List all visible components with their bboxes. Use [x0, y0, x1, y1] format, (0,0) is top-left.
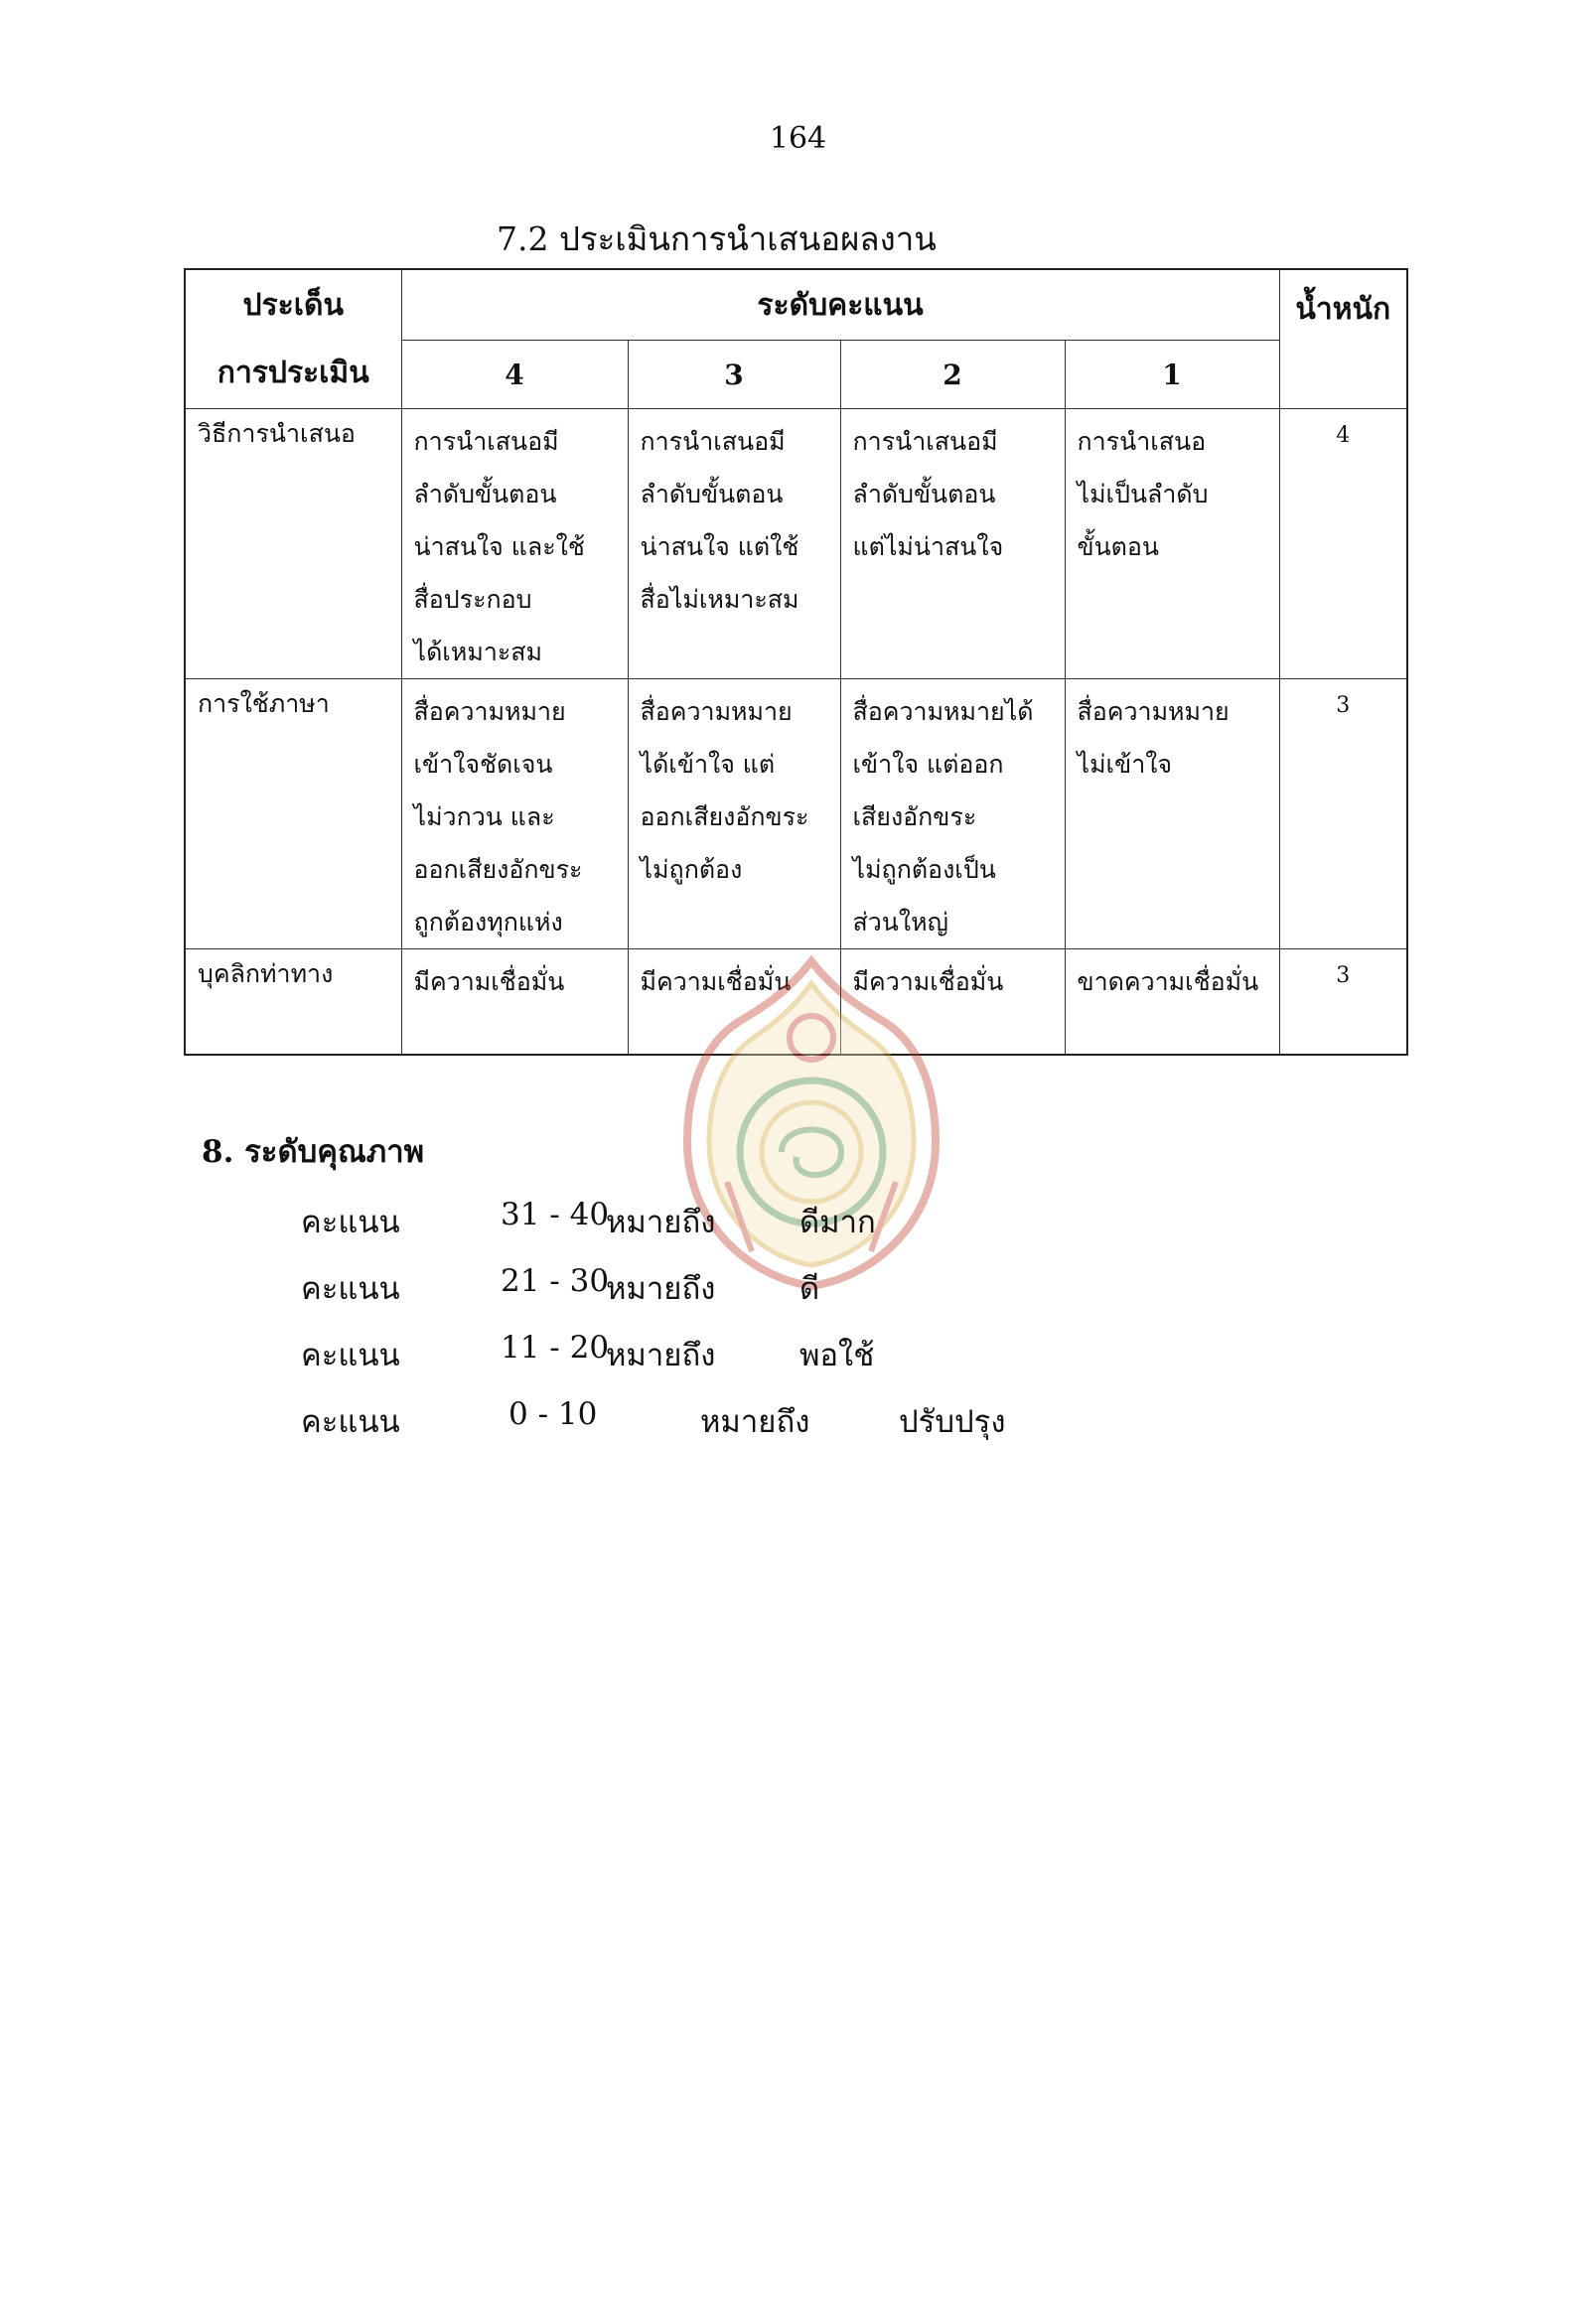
- quality-row: [0, 1396, 1596, 1446]
- description-line: ไม่วกวน และ: [413, 802, 555, 831]
- description-line: มีความเชื่อมั่น: [413, 967, 565, 996]
- description-line: เข้าใจชัดเจน: [413, 750, 553, 779]
- description-line: ลำดับขั้นตอน: [852, 480, 996, 508]
- description-cell: [840, 409, 1065, 679]
- description-line: ไม่เข้าใจ: [1077, 750, 1173, 779]
- description-cell: [628, 679, 840, 949]
- description-line: ออกเสียงอักขระ: [640, 802, 809, 831]
- quality-means: หมายถึง: [606, 1338, 716, 1373]
- table-row: [185, 679, 1407, 949]
- quality-range: 0 - 10: [508, 1396, 598, 1432]
- description-cell: [401, 949, 628, 1055]
- quality-level: ดีมาก: [799, 1205, 876, 1240]
- description-line: ได้เหมาะสม: [413, 638, 543, 666]
- quality-range: 31 - 40: [501, 1197, 610, 1232]
- quality-means: หมายถึง: [606, 1205, 716, 1240]
- description-line: สื่อความหมาย: [413, 697, 566, 726]
- level-header-1: 1: [1065, 341, 1279, 409]
- description-line: สื่อประกอบ: [413, 585, 532, 614]
- description-cell: [1065, 679, 1279, 949]
- quality-row: [0, 1197, 1596, 1246]
- description-line: การนำเสนอมี: [413, 427, 559, 456]
- description-line: มีความเชื่อมั่น: [852, 967, 1004, 996]
- criteria-header: [185, 269, 401, 409]
- description-line: เข้าใจ แต่ออก: [852, 750, 1004, 779]
- quality-means: หมายถึง: [700, 1404, 810, 1440]
- description-line: ออกเสียงอักขระ: [413, 855, 583, 884]
- quality-level: พอใช้: [799, 1338, 875, 1373]
- quality-label: คะแนน: [301, 1271, 400, 1307]
- quality-heading: 8. ระดับคุณภาพ: [202, 1134, 425, 1170]
- level-header-3: 3: [628, 341, 840, 409]
- description-line: การนำเสนอมี: [640, 427, 786, 456]
- level-header-2: 2: [840, 341, 1065, 409]
- section-title: 7.2 ประเมินการนำเสนอผลงาน: [497, 219, 937, 258]
- description-line: ไม่ถูกต้องเป็น: [852, 855, 996, 884]
- weight-header: น้ำหนัก: [1279, 269, 1407, 409]
- description-line: ไม่ถูกต้อง: [640, 855, 743, 884]
- criterion-cell: บุคลิกท่าทาง: [185, 949, 401, 1055]
- description-line: ลำดับขั้นตอน: [640, 480, 784, 508]
- quality-row: [0, 1263, 1596, 1313]
- description-line: การนำเสนอ: [1077, 427, 1207, 456]
- quality-means: หมายถึง: [606, 1271, 716, 1307]
- description-line: สื่อความหมาย: [640, 697, 793, 726]
- description-cell: [1065, 409, 1279, 679]
- quality-label: คะแนน: [301, 1404, 400, 1440]
- description-line: ไม่เป็นลำดับ: [1077, 480, 1209, 508]
- criteria-header-line2: การประเมิน: [217, 355, 369, 390]
- description-line: สื่อความหมาย: [1077, 697, 1230, 726]
- quality-range: 21 - 30: [501, 1263, 610, 1299]
- level-header-4: 4: [401, 341, 628, 409]
- quality-level: ดี: [799, 1271, 820, 1307]
- description-cell: [401, 409, 628, 679]
- criterion-cell: วิธีการนำเสนอ: [185, 409, 401, 679]
- description-line: สื่อไม่เหมาะสม: [640, 585, 799, 614]
- quality-row: [0, 1330, 1596, 1379]
- description-line: น่าสนใจ แต่ใช้: [640, 532, 799, 561]
- description-line: สื่อความหมายได้: [852, 697, 1034, 726]
- description-line: เสียงอักขระ: [852, 802, 977, 831]
- levels-header: ระดับคะแนน: [401, 269, 1279, 341]
- rubric-table: [184, 268, 1408, 1056]
- criteria-header-line1: ประเด็น: [242, 287, 344, 323]
- quality-label: คะแนน: [301, 1205, 400, 1240]
- table-row: [185, 409, 1407, 679]
- quality-range: 11 - 20: [501, 1330, 610, 1366]
- description-cell: [401, 679, 628, 949]
- description-line: ขาดความเชื่อมั่น: [1077, 967, 1259, 996]
- page-number: 164: [769, 121, 827, 156]
- quality-label: คะแนน: [301, 1338, 400, 1373]
- description-cell: [840, 679, 1065, 949]
- weight-cell: 3: [1279, 679, 1407, 949]
- description-line: ขั้นตอน: [1077, 532, 1160, 561]
- weight-cell: 3: [1279, 949, 1407, 1055]
- description-line: ลำดับขั้นตอน: [413, 480, 557, 508]
- quality-level: ปรับปรุง: [899, 1404, 1006, 1440]
- description-line: น่าสนใจ และใช้: [413, 532, 585, 561]
- description-line: ถูกต้องทุกแห่ง: [413, 908, 563, 936]
- description-line: แต่ไม่น่าสนใจ: [852, 532, 1004, 561]
- description-line: มีความเชื่อมั่น: [640, 967, 792, 996]
- description-cell: [628, 409, 840, 679]
- description-line: การนำเสนอมี: [852, 427, 998, 456]
- description-cell: [1065, 949, 1279, 1055]
- description-line: ส่วนใหญ่: [852, 908, 948, 936]
- weight-cell: 4: [1279, 409, 1407, 679]
- criterion-cell: การใช้ภาษา: [185, 679, 401, 949]
- description-line: ได้เข้าใจ แต่: [640, 750, 776, 779]
